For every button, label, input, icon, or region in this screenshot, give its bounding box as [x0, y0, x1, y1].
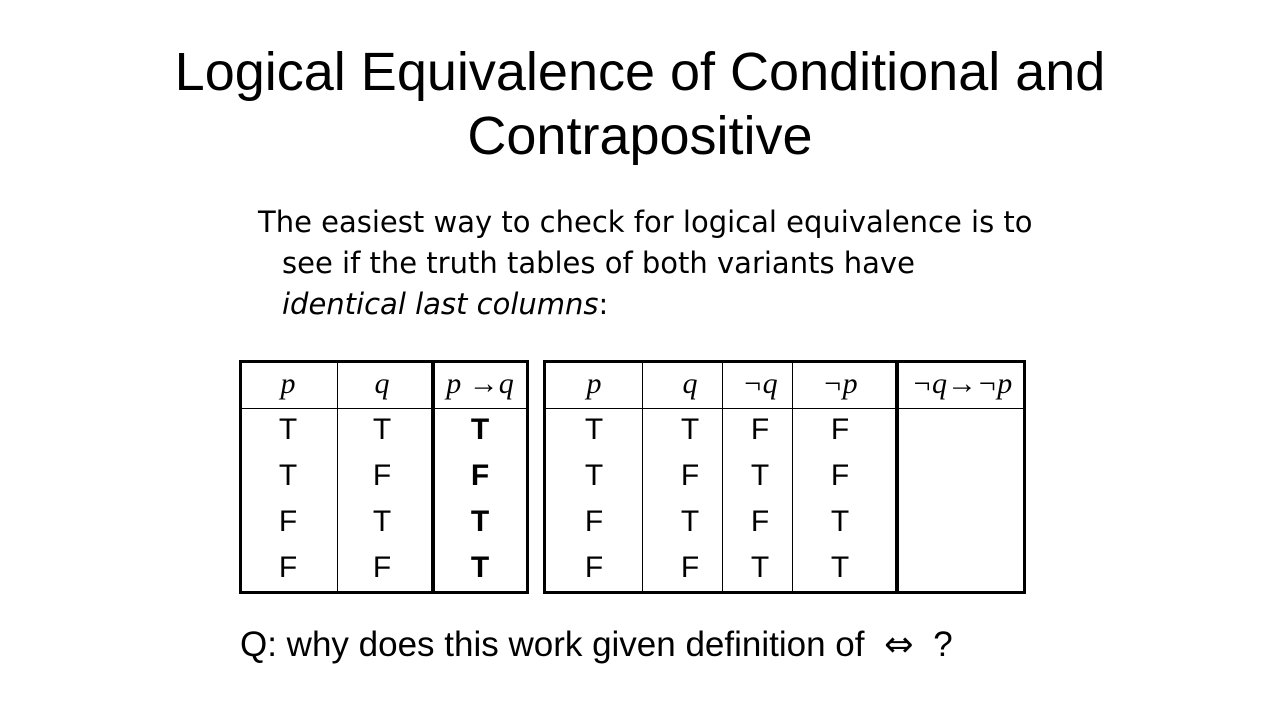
- title-line-1: Logical Equivalence of Conditional and: [174, 42, 1106, 102]
- truth-value-cell: T: [278, 459, 298, 492]
- header-cell: ¬q: [742, 367, 778, 400]
- intro-paragraph: [258, 202, 1078, 325]
- truth-value-cell: T: [584, 459, 604, 492]
- table-header-divider: [546, 408, 1023, 409]
- truth-value-cell: T: [680, 505, 700, 538]
- truth-table-contrapositive: [543, 360, 1026, 594]
- truth-value-cell: F: [750, 505, 770, 538]
- slide-title: [0, 40, 1280, 168]
- table-column-divider: [642, 363, 643, 591]
- intro-emphasis: identical last columns: [282, 287, 599, 321]
- truth-value-cell: F: [830, 413, 850, 446]
- truth-value-cell: F: [372, 551, 392, 584]
- header-cell: ¬q→¬p: [911, 367, 1013, 400]
- question-text: [240, 622, 953, 668]
- truth-value-cell: T: [470, 551, 490, 584]
- truth-value-cell: T: [750, 551, 770, 584]
- truth-value-cell: F: [750, 413, 770, 446]
- intro-line-2: see if the truth tables of both variants have: [282, 246, 915, 280]
- header-cell: p →q: [446, 367, 514, 400]
- truth-value-cell: F: [278, 551, 298, 584]
- truth-value-cell: T: [470, 413, 490, 446]
- question-body: Q: why does this work given definition of: [240, 625, 865, 664]
- iff-symbol: ⇔: [884, 625, 914, 665]
- header-cell: q: [374, 367, 390, 400]
- header-cell: q: [682, 367, 698, 400]
- truth-value-cell: F: [372, 459, 392, 492]
- intro-line-3: [258, 284, 1078, 325]
- header-cell: ¬p: [822, 367, 858, 400]
- truth-value-cell: T: [584, 413, 604, 446]
- truth-value-cell: F: [584, 551, 604, 584]
- truth-value-cell: T: [680, 413, 700, 446]
- truth-value-cell: T: [830, 551, 850, 584]
- truth-table-conditional: [239, 360, 529, 594]
- truth-value-cell: T: [278, 413, 298, 446]
- truth-value-cell: F: [470, 459, 490, 492]
- header-cell: p: [280, 367, 296, 400]
- intro-line-1: The easiest way to check for logical equivalence is to: [258, 205, 1033, 239]
- truth-value-cell: F: [830, 459, 850, 492]
- truth-value-cell: T: [750, 459, 770, 492]
- truth-value-cell: T: [830, 505, 850, 538]
- truth-value-cell: F: [680, 459, 700, 492]
- truth-value-cell: T: [372, 505, 392, 538]
- question-mark: ?: [933, 625, 953, 664]
- truth-value-cell: T: [372, 413, 392, 446]
- truth-value-cell: F: [584, 505, 604, 538]
- header-cell: p: [586, 367, 602, 400]
- table-header-divider: [242, 408, 526, 409]
- truth-value-cell: F: [680, 551, 700, 584]
- truth-value-cell: T: [470, 505, 490, 538]
- truth-value-cell: F: [278, 505, 298, 538]
- title-line-2: Contrapositive: [467, 106, 813, 166]
- intro-colon: :: [598, 287, 609, 321]
